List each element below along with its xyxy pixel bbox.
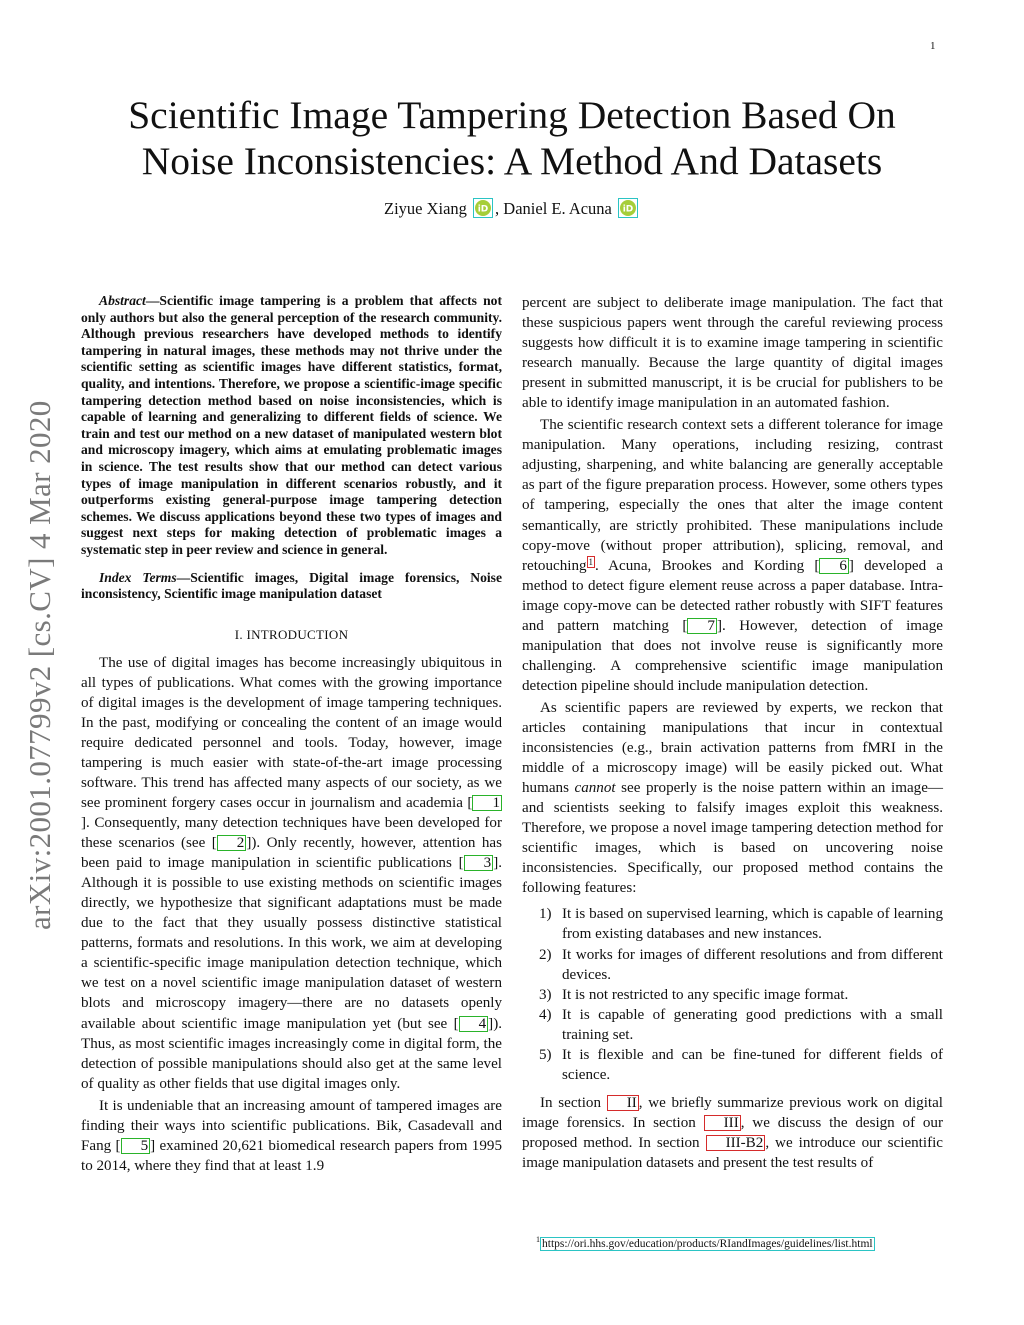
title-line-2: Noise Inconsistencies: A Method And Datasets: [141, 139, 883, 183]
section-link[interactable]: II: [607, 1095, 639, 1111]
footnote-link[interactable]: 1: [588, 556, 594, 567]
orcid-icon[interactable]: [618, 198, 638, 218]
text-run: , we discuss the design of our proposed method. In section: [522, 1114, 943, 1151]
abstract: [81, 293, 502, 559]
author-name: Daniel E. Acuna: [503, 199, 612, 218]
body-paragraph: [522, 415, 943, 696]
list-text: It is based on supervised learning, which is capable of learning from existing databases and new instances.: [562, 906, 943, 943]
body-paragraph: percent are subject to deliberate image manipulation. The fact that these suspicious papers went through the careful reviewing process suggests how difficult it is to examine image tampering in scientific research manually. Because the large quantity of digital images present in submitted manuscript, it is be crucial for publishers to be able to identify image manipulation in an automated fashion.: [522, 295, 943, 412]
list-number: 1): [539, 906, 552, 923]
body-paragraph: [81, 653, 502, 1094]
body-paragraph: [81, 1096, 502, 1176]
text-run: , we briefly summarize previous work on digital image forensics. In section: [522, 1094, 943, 1131]
text-run: see properly is the noise pattern within an image—and scientists seeking to falsify images exploit this weakness. Therefore, we propose a novel image tampering detection method for scientific images, which is based on uncovering noise inconsistencies. Specifically, our proposed method contains the following features:: [522, 780, 944, 897]
author-list: [80, 198, 944, 219]
abstract-label: Abstract: [99, 293, 146, 308]
text-run: As scientific papers are reviewed by experts, we reckon that articles containing manipulations that incur in contextual inconsistencies (e.g., brain activation patterns from fMRI in the middle of a microscopy image) will be easily picked out. What humans: [522, 699, 943, 797]
list-number: 3): [539, 986, 552, 1003]
citation-link[interactable]: 5: [121, 1138, 151, 1154]
index-terms-text: —Scientific images, Digital image forensics, Noise inconsistency, Scientific image manipulation dataset: [81, 569, 503, 602]
list-text: It works for images of different resolutions and from different devices.: [562, 946, 943, 983]
author-name: Ziyue Xiang: [383, 199, 467, 218]
footnote-mark: 1: [536, 1235, 540, 1244]
text-run: In section: [540, 1094, 607, 1111]
paper-title: [80, 92, 944, 184]
abstract-text: —Scientific image tampering is a problem that affects not only authors but also the general perception of the research community. Although previous researchers have developed methods to identify tampering in natural images, these methods may not thrive under the scientific setting as scientific images have different statistics, format, quality, and intentions. Therefore, we propose a scientific-image specific tampering detection method based on noise inconsistencies, which is capable of learning and generalizing to different fields of science. We train and test our method on a new dataset of manipulated western blot and microscopy imagery, which aims at emulating problematic images in science. The test results show that our method can detect various types of image manipulation in different scenarios robustly, and it outperforms existing general-purpose image tampering detection schemes. We discuss applications beyond these two types of images and suggest next steps for making detection of problematic images a systematic step in peer review and science in general.: [81, 293, 502, 557]
text-run: ]). Only recently, however, attention has been paid to image manipulation in scientific publications [: [81, 835, 502, 872]
list-text: It is not restricted to any specific image format.: [562, 986, 849, 1003]
svg-text:iD: iD: [622, 204, 634, 215]
section-link[interactable]: III-B2: [706, 1135, 766, 1151]
list-item: [522, 985, 943, 1005]
section-heading-introduction: I. INTRODUCTION: [234, 626, 349, 642]
text-run: ]. However, detection of image manipulation that does not involve reuse is significantly more challenging. A comprehensive scientific image manipulation detection pipeline should include manipulation detection.: [522, 617, 943, 694]
text-run: , we introduce our scientific image manipulation datasets and present the test results of: [522, 1134, 943, 1171]
body-paragraph: [522, 1093, 943, 1173]
orcid-icon[interactable]: [473, 198, 493, 218]
text-run: It is undeniable that an increasing amount of tampered images are finding their ways into scientific publications. Bik, Casadevall and Fang [: [81, 1097, 502, 1154]
citation-link[interactable]: 2: [217, 835, 247, 851]
list-number: 5): [539, 1046, 552, 1063]
feature-list: [522, 904, 943, 1084]
text-run: ]. Although it is possible to use existing methods on scientific images directly, we hypothesize that significant adaptations must be made due to the fact that they usually possess distinctive statistical patterns, formats and resolutions. In this work, we aim at developing a scientific-specific image manipulation detection technique, which we test on a novel scientific image manipulation dataset of western blots and microscopy imagery—there are no datasets openly available about scientific image manipulation yet (but see [: [81, 855, 502, 1032]
list-item: [522, 945, 943, 985]
text-run: . Acuna, Brookes and Kording [: [595, 557, 820, 574]
list-item: [522, 1045, 943, 1085]
page-number: 1: [930, 40, 936, 52]
footnote: [536, 1235, 875, 1250]
list-number: 4): [539, 1006, 552, 1023]
list-item: [522, 1005, 943, 1045]
section-link[interactable]: III: [704, 1115, 741, 1131]
text-run: The scientific research context sets a different tolerance for image manipulation. Many operations, including resizing, contrast adjusting, sharpening, and white balancing are generally acceptable as part of the figure preparation process. However, some others types of tampering, especially the ones that alter the image content semantically, are strictly prohibited. These manipulations include copy-move (without proper attribution), splicing, removal, and retouching: [522, 417, 943, 574]
citation-link[interactable]: 1: [472, 795, 502, 811]
text-run: ]. Consequently, many detection techniques have been developed for these scenarios (see [: [81, 815, 502, 852]
text-run: ] examined 20,621 biomedical research papers from 1995 to 2014, where they find that at least 1.9: [81, 1137, 502, 1174]
list-item: [522, 904, 943, 944]
body-paragraph: [522, 698, 943, 898]
title-line-1: Scientific Image Tampering Detection Based On: [128, 93, 896, 137]
arxiv-identifier-stamp: arXiv:2001.07799v2 [cs.CV] 4 Mar 2020: [22, 400, 57, 930]
index-terms-label: Index Terms: [99, 569, 177, 585]
citation-link[interactable]: 6: [819, 558, 849, 574]
list-text: It is capable of generating good predictions with a small training set.: [562, 1006, 943, 1043]
text-run: ] developed a method to detect figure element reuse across a paper database. Intra-image copy-move can be detected rather robustly with SIFT features and pattern matching [: [522, 557, 943, 634]
emphasis: cannot: [574, 780, 616, 797]
text-run: ]). Thus, as most scientific images increasingly come in digital form, the detection of possible manipulations should also get at the same level of quality as other fields that use digital images only.: [81, 1015, 502, 1092]
citation-link[interactable]: 3: [464, 855, 494, 871]
right-column: [522, 293, 943, 1173]
citation-link[interactable]: 7: [687, 618, 717, 634]
citation-link[interactable]: 4: [459, 1016, 489, 1032]
text-run: The use of digital images has become increasingly ubiquitous in all types of publications. What comes with the growing importance of digital images is the development of image tampering techniques. In the past, modifying or concealing the content of an image would require dedicated personnel and tools. Today, however, image tampering is much easier with state-of-the-art image processing software. This trend has affected many aspects of our society, as we see prominent forgery cases occur in journalism and academia [: [81, 654, 502, 812]
list-number: 2): [539, 946, 552, 963]
footnote-url-link[interactable]: https://ori.hhs.gov/education/products/RIandImages/guidelines/list.html: [542, 1237, 873, 1250]
author-separator: ,: [495, 199, 500, 218]
list-text: It is flexible and can be fine-tuned for different fields of science.: [562, 1046, 943, 1083]
left-column: [81, 293, 502, 1176]
svg-text:iD: iD: [477, 204, 489, 215]
index-terms: [81, 570, 502, 603]
